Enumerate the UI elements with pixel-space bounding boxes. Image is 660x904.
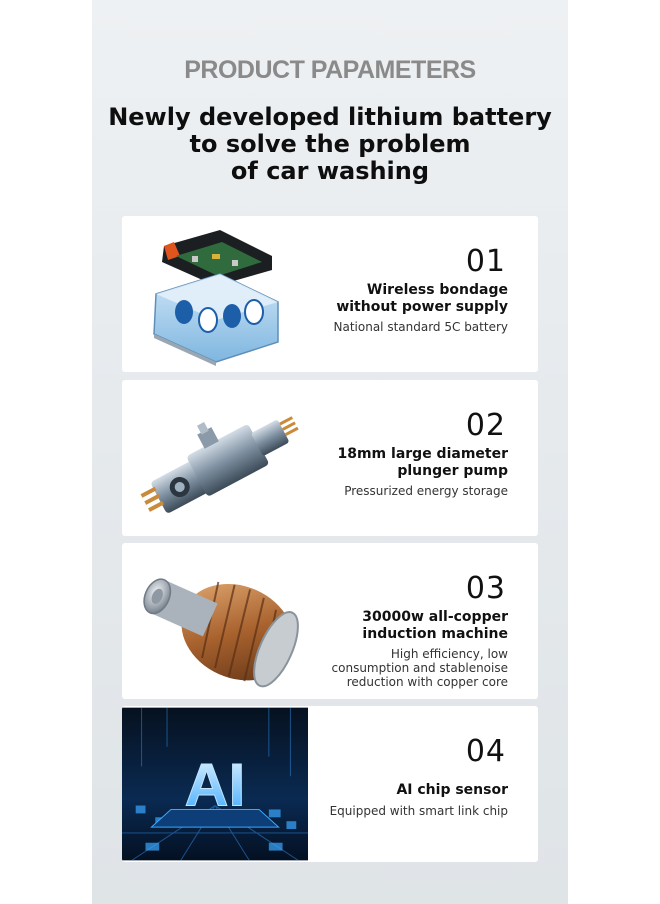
- ai-chip-illustration: [122, 706, 308, 862]
- feature-number: 02: [465, 408, 506, 443]
- feature-description: [330, 804, 508, 818]
- headline-line: of car washing: [230, 157, 430, 185]
- feature-card-01: [122, 216, 538, 372]
- feature-number: 04: [465, 734, 506, 769]
- section-eyebrow: PRODUCT PAPAMETERS: [184, 56, 476, 84]
- feature-description: [344, 484, 508, 498]
- feature-description-line: Equipped with smart link chip: [329, 804, 508, 818]
- headline: [92, 104, 568, 185]
- headline-line: Newly developed lithium battery: [108, 103, 552, 131]
- feature-title-line: induction machine: [362, 626, 508, 642]
- feature-description-line: consumption and stablenoise: [331, 661, 508, 675]
- feature-description-line: reduction with copper core: [346, 675, 508, 689]
- feature-description: [334, 320, 509, 334]
- feature-card-03: [122, 543, 538, 699]
- plunger-pump-illustration: [122, 380, 312, 536]
- feature-title-line: without power supply: [336, 299, 508, 315]
- feature-number: 01: [465, 244, 506, 279]
- copper-motor-illustration: [122, 543, 312, 699]
- feature-description-line: National standard 5C battery: [333, 320, 508, 334]
- feature-description: [332, 647, 508, 689]
- feature-title-line: 18mm large diameter: [337, 446, 508, 462]
- headline-line: to solve the problem: [189, 130, 471, 158]
- feature-title-line: 30000w all-copper: [362, 609, 508, 625]
- feature-number: 03: [465, 571, 506, 606]
- feature-card-04: [122, 706, 538, 862]
- feature-title-line: plunger pump: [397, 463, 508, 479]
- battery-pack-illustration: [122, 216, 312, 372]
- feature-title: [337, 446, 508, 480]
- ai-chip-label: AI: [184, 750, 246, 819]
- feature-title-line: Wireless bondage: [366, 282, 508, 298]
- feature-card-02: [122, 380, 538, 536]
- feature-title: [336, 282, 508, 316]
- feature-title-line: AI chip sensor: [396, 782, 508, 798]
- feature-description-line: High efficiency, low: [390, 647, 508, 661]
- feature-description-line: Pressurized energy storage: [344, 484, 508, 498]
- feature-title: [362, 609, 508, 643]
- feature-title: [396, 782, 508, 799]
- product-parameters-poster: [92, 0, 568, 904]
